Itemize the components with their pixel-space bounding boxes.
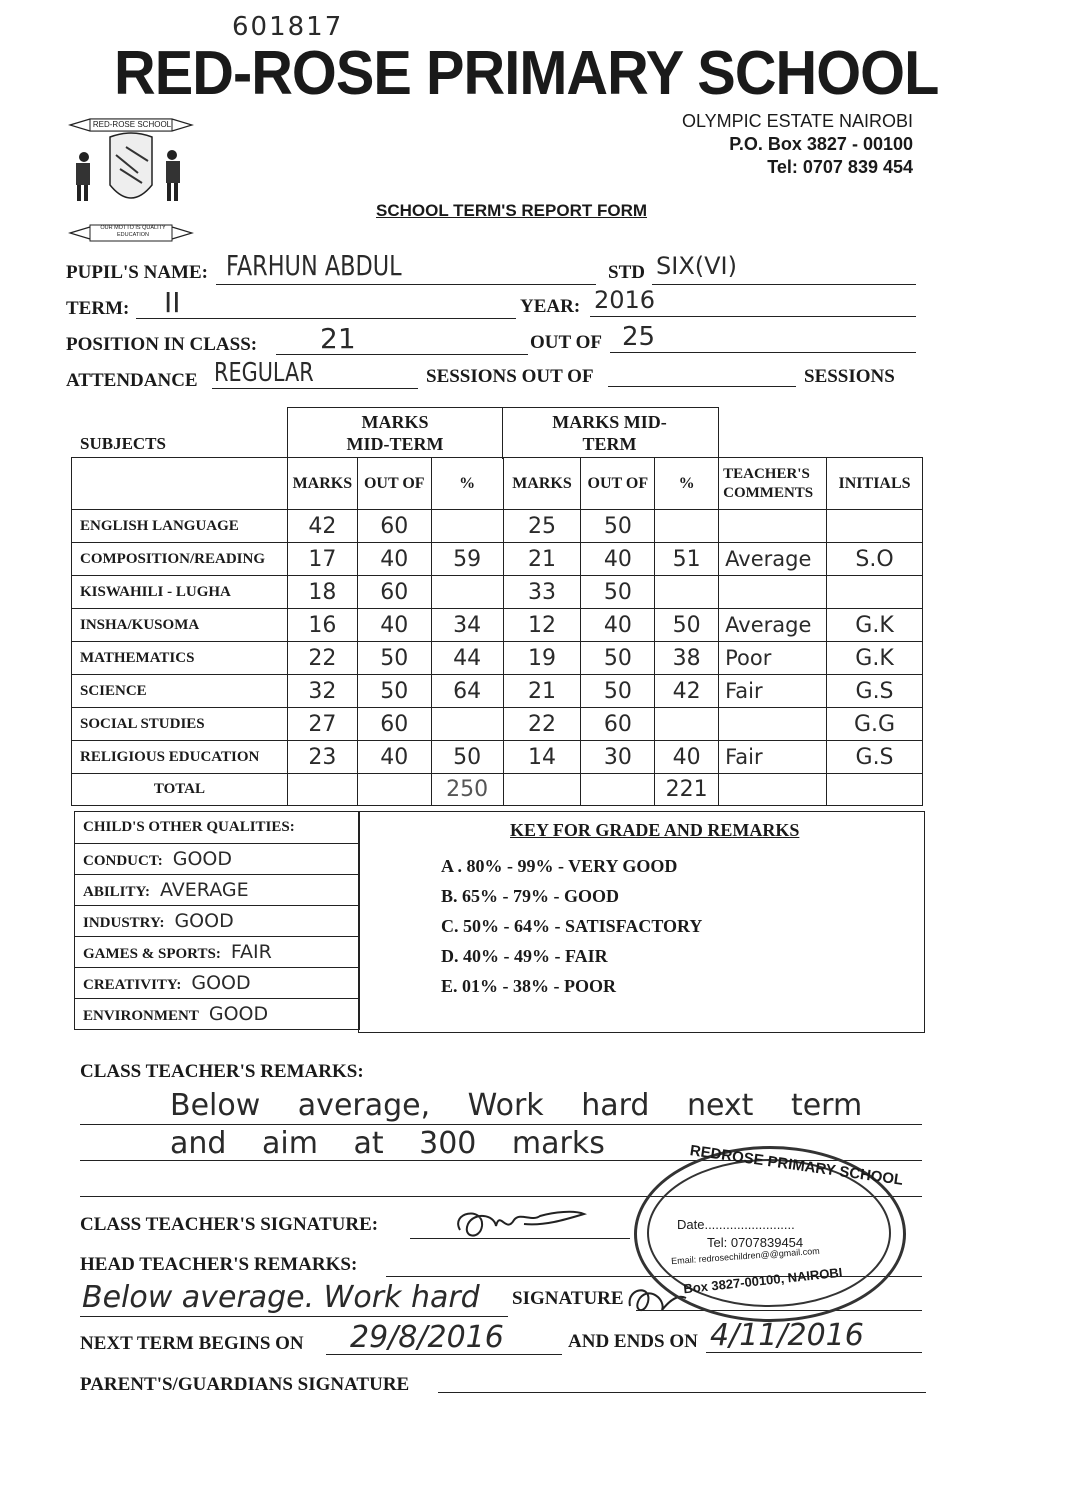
sessions-label: SESSIONS xyxy=(804,366,895,387)
marks-2: 25 xyxy=(503,510,581,543)
teacher-initials xyxy=(827,576,923,609)
pct-2: 38 xyxy=(655,642,719,675)
subject-name: MATHEMATICS xyxy=(72,642,288,675)
teacher-initials xyxy=(827,510,923,543)
marks-2: 12 xyxy=(503,609,581,642)
quality-label: INDUSTRY: xyxy=(83,915,165,931)
marks-group1-label: MARKS MID-TERM xyxy=(346,412,444,454)
quality-value: GOOD xyxy=(172,848,232,870)
out-of-2: 50 xyxy=(581,642,655,675)
stamp-tel: Tel: 0707839454 xyxy=(707,1235,804,1250)
total-label: TOTAL xyxy=(72,774,288,806)
std-label: STD xyxy=(608,262,645,283)
quality-row xyxy=(75,875,360,906)
attendance-value: REGULAR xyxy=(214,358,314,388)
col-pct-1: % xyxy=(431,458,503,510)
next-term-date: 29/8/2016 xyxy=(350,1320,504,1355)
out-of-1: 60 xyxy=(357,576,431,609)
out-of-value: 25 xyxy=(622,322,656,352)
subject-name: RELIGIOUS EDUCATION xyxy=(72,741,288,774)
subjects-header: SUBJECTS xyxy=(80,434,166,453)
pct-1: 34 xyxy=(431,609,503,642)
teacher-initials: G.K xyxy=(827,642,923,675)
school-tel: Tel: 0707 839 454 xyxy=(767,157,913,177)
grade-key-item: A . 80% - 99% - VERY GOOD xyxy=(441,856,678,876)
qualities-table xyxy=(74,811,360,1030)
table-row xyxy=(72,543,923,576)
marks-1: 18 xyxy=(287,576,357,609)
next-term-label: NEXT TERM BEGINS ON xyxy=(80,1333,304,1354)
pct-2: 42 xyxy=(655,675,719,708)
pct-1: 50 xyxy=(431,741,503,774)
marks-1: 32 xyxy=(287,675,357,708)
quality-label: ENVIRONMENT xyxy=(83,1008,199,1024)
table-row xyxy=(72,741,923,774)
pct-2: 50 xyxy=(655,609,719,642)
out-of-1: 50 xyxy=(357,675,431,708)
total-midterm-2: 221 xyxy=(655,774,719,806)
quality-value: AVERAGE xyxy=(159,879,249,901)
stamp-top-text: REDROSE PRIMARY SCHOOL xyxy=(688,1142,905,1189)
out-of-1: 50 xyxy=(357,642,431,675)
marks-1: 23 xyxy=(287,741,357,774)
out-of-2: 50 xyxy=(581,675,655,708)
quality-row xyxy=(75,906,360,937)
table-row xyxy=(72,576,923,609)
school-name: RED-ROSE PRIMARY SCHOOL xyxy=(114,39,939,108)
teacher-initials: G.G xyxy=(827,708,923,741)
out-of-2: 40 xyxy=(581,543,655,576)
stamp-email: Email: redrosechildren@@gmail.com xyxy=(670,1245,820,1267)
class-teacher-remarks-label: CLASS TEACHER'S REMARKS: xyxy=(80,1061,364,1082)
quality-row xyxy=(75,844,360,875)
col-out-of-1: OUT OF xyxy=(357,458,431,510)
teacher-comment: Average xyxy=(719,543,827,576)
year-label: YEAR: xyxy=(520,296,581,317)
grade-key-item: E. 01% - 38% - POOR xyxy=(441,976,616,996)
subject-name: SOCIAL STUDIES xyxy=(72,708,288,741)
stamp-date: Date......................... xyxy=(677,1217,795,1232)
quality-row xyxy=(75,937,360,968)
marks-2: 14 xyxy=(503,741,581,774)
grade-key-header: KEY FOR GRADE AND REMARKS xyxy=(510,820,800,840)
total-midterm-1: 250 xyxy=(431,774,503,806)
subject-name: INSHA/KUSOMA xyxy=(72,609,288,642)
quality-label: ABILITY: xyxy=(83,884,150,900)
table-row xyxy=(72,675,923,708)
out-of-1: 40 xyxy=(357,741,431,774)
teacher-comment: Fair xyxy=(719,675,827,708)
marks-2: 21 xyxy=(503,675,581,708)
quality-label: CREATIVITY: xyxy=(83,977,182,993)
pct-2 xyxy=(655,510,719,543)
quality-value: FAIR xyxy=(230,941,272,963)
out-of-2: 60 xyxy=(581,708,655,741)
marks-1: 42 xyxy=(287,510,357,543)
marks-table xyxy=(71,457,923,806)
school-address xyxy=(682,110,913,179)
out-of-2: 30 xyxy=(581,741,655,774)
parent-signature-label: PARENT'S/GUARDIANS SIGNATURE xyxy=(80,1374,410,1395)
logo-motto-text: OUR MOTTO IS QUALITY EDUCATION xyxy=(100,225,166,238)
teacher-initials: G.S xyxy=(827,675,923,708)
marks-1: 17 xyxy=(287,543,357,576)
quality-label: GAMES & SPORTS: xyxy=(83,946,221,962)
ends-on-label: AND ENDS ON xyxy=(568,1331,698,1352)
qualities-header: CHILD'S OTHER QUALITIES: xyxy=(75,812,360,844)
out-of-2: 50 xyxy=(581,576,655,609)
school-stamp xyxy=(634,1142,906,1322)
teacher-comment xyxy=(719,708,827,741)
grade-key-list xyxy=(441,856,702,1006)
position-label: POSITION IN CLASS: xyxy=(66,334,258,355)
col-initials: INITIALS xyxy=(827,458,923,510)
class-teacher-remark-line1: Below average, Work hard next term xyxy=(170,1088,863,1123)
quality-value: GOOD xyxy=(208,1003,269,1025)
teacher-initials: G.K xyxy=(827,609,923,642)
quality-value: GOOD xyxy=(174,910,234,932)
logo-banner-text: RED-ROSE SCHOOL xyxy=(92,120,172,129)
quality-value: GOOD xyxy=(191,972,251,994)
class-teacher-signature-label: CLASS TEACHER'S SIGNATURE: xyxy=(80,1214,379,1235)
quality-row xyxy=(75,968,360,999)
pct-1 xyxy=(431,510,503,543)
col-marks-2: MARKS xyxy=(503,458,581,510)
out-of-1: 60 xyxy=(357,510,431,543)
col-pct-2: % xyxy=(655,458,719,510)
pct-2: 51 xyxy=(655,543,719,576)
marks-group1-header xyxy=(287,407,503,459)
subject-name: COMPOSITION/READING xyxy=(72,543,288,576)
pct-2 xyxy=(655,708,719,741)
ends-on-date: 4/11/2016 xyxy=(710,1318,864,1353)
pupil-name-label: PUPIL'S NAME: xyxy=(66,262,208,283)
sessions-out-of-label: SESSIONS OUT OF xyxy=(426,366,594,387)
class-teacher-remark-line2: and aim at 300 marks xyxy=(170,1126,605,1161)
class-teacher-signature-icon xyxy=(444,1200,604,1250)
pct-1: 59 xyxy=(431,543,503,576)
subject-name: ENGLISH LANGUAGE xyxy=(72,510,288,543)
col-marks-1: MARKS xyxy=(287,458,357,510)
teacher-initials: S.O xyxy=(827,543,923,576)
marks-2: 21 xyxy=(503,543,581,576)
term-value: II xyxy=(164,286,181,319)
marks-group2-label: MARKS MID-TERM xyxy=(552,412,667,454)
marks-2: 19 xyxy=(503,642,581,675)
col-out-of-2: OUT OF xyxy=(581,458,655,510)
table-row xyxy=(72,642,923,675)
handwritten-id: 601817 xyxy=(232,12,344,42)
table-row xyxy=(72,510,923,543)
head-teacher-remarks-label: HEAD TEACHER'S REMARKS: xyxy=(80,1254,358,1275)
pct-2: 40 xyxy=(655,741,719,774)
grade-key-item: D. 40% - 49% - FAIR xyxy=(441,946,608,966)
school-logo xyxy=(68,115,194,245)
pupil-name-value: FARHUN ABDUL xyxy=(226,249,402,282)
out-of-label: OUT OF xyxy=(530,332,602,353)
head-teacher-remark: Below average. Work hard xyxy=(82,1280,480,1315)
quality-label: CONDUCT: xyxy=(83,853,163,869)
term-label: TERM: xyxy=(66,298,130,319)
out-of-1: 60 xyxy=(357,708,431,741)
grade-key-item: B. 65% - 79% - GOOD xyxy=(441,886,619,906)
position-value: 21 xyxy=(320,322,356,355)
subject-name: SCIENCE xyxy=(72,675,288,708)
signature-label: SIGNATURE xyxy=(512,1288,624,1309)
out-of-2: 40 xyxy=(581,609,655,642)
attendance-label: ATTENDANCE xyxy=(66,370,198,391)
marks-group2-header xyxy=(501,407,719,459)
marks-2: 22 xyxy=(503,708,581,741)
year-value: 2016 xyxy=(594,286,656,314)
pct-1 xyxy=(431,576,503,609)
stamp-box: Box 3827-00100, NAIROBI xyxy=(682,1264,844,1297)
teacher-comment xyxy=(719,510,827,543)
grade-key-item: C. 50% - 64% - SATISFACTORY xyxy=(441,916,703,936)
table-row xyxy=(72,609,923,642)
quality-row xyxy=(75,999,360,1030)
out-of-1: 40 xyxy=(357,609,431,642)
marks-2: 33 xyxy=(503,576,581,609)
table-row xyxy=(72,708,923,741)
pct-1 xyxy=(431,708,503,741)
marks-1: 22 xyxy=(287,642,357,675)
form-title: SCHOOL TERM'S REPORT FORM xyxy=(376,201,648,220)
teacher-comment: Fair xyxy=(719,741,827,774)
pct-1: 64 xyxy=(431,675,503,708)
subject-name: KISWAHILI - LUGHA xyxy=(72,576,288,609)
marks-1: 16 xyxy=(287,609,357,642)
teacher-comment: Poor xyxy=(719,642,827,675)
col-teacher-comments: TEACHER'S COMMENTS xyxy=(719,458,827,510)
std-value: SIX(VI) xyxy=(656,252,737,280)
teacher-comment: Average xyxy=(719,609,827,642)
marks-1: 27 xyxy=(287,708,357,741)
out-of-1: 40 xyxy=(357,543,431,576)
teacher-comment xyxy=(719,576,827,609)
teacher-initials: G.S xyxy=(827,741,923,774)
out-of-2: 50 xyxy=(581,510,655,543)
address-line2: P.O. Box 3827 - 00100 xyxy=(729,134,913,154)
address-line1: OLYMPIC ESTATE NAIROBI xyxy=(681,111,913,131)
pct-1: 44 xyxy=(431,642,503,675)
pct-2 xyxy=(655,576,719,609)
